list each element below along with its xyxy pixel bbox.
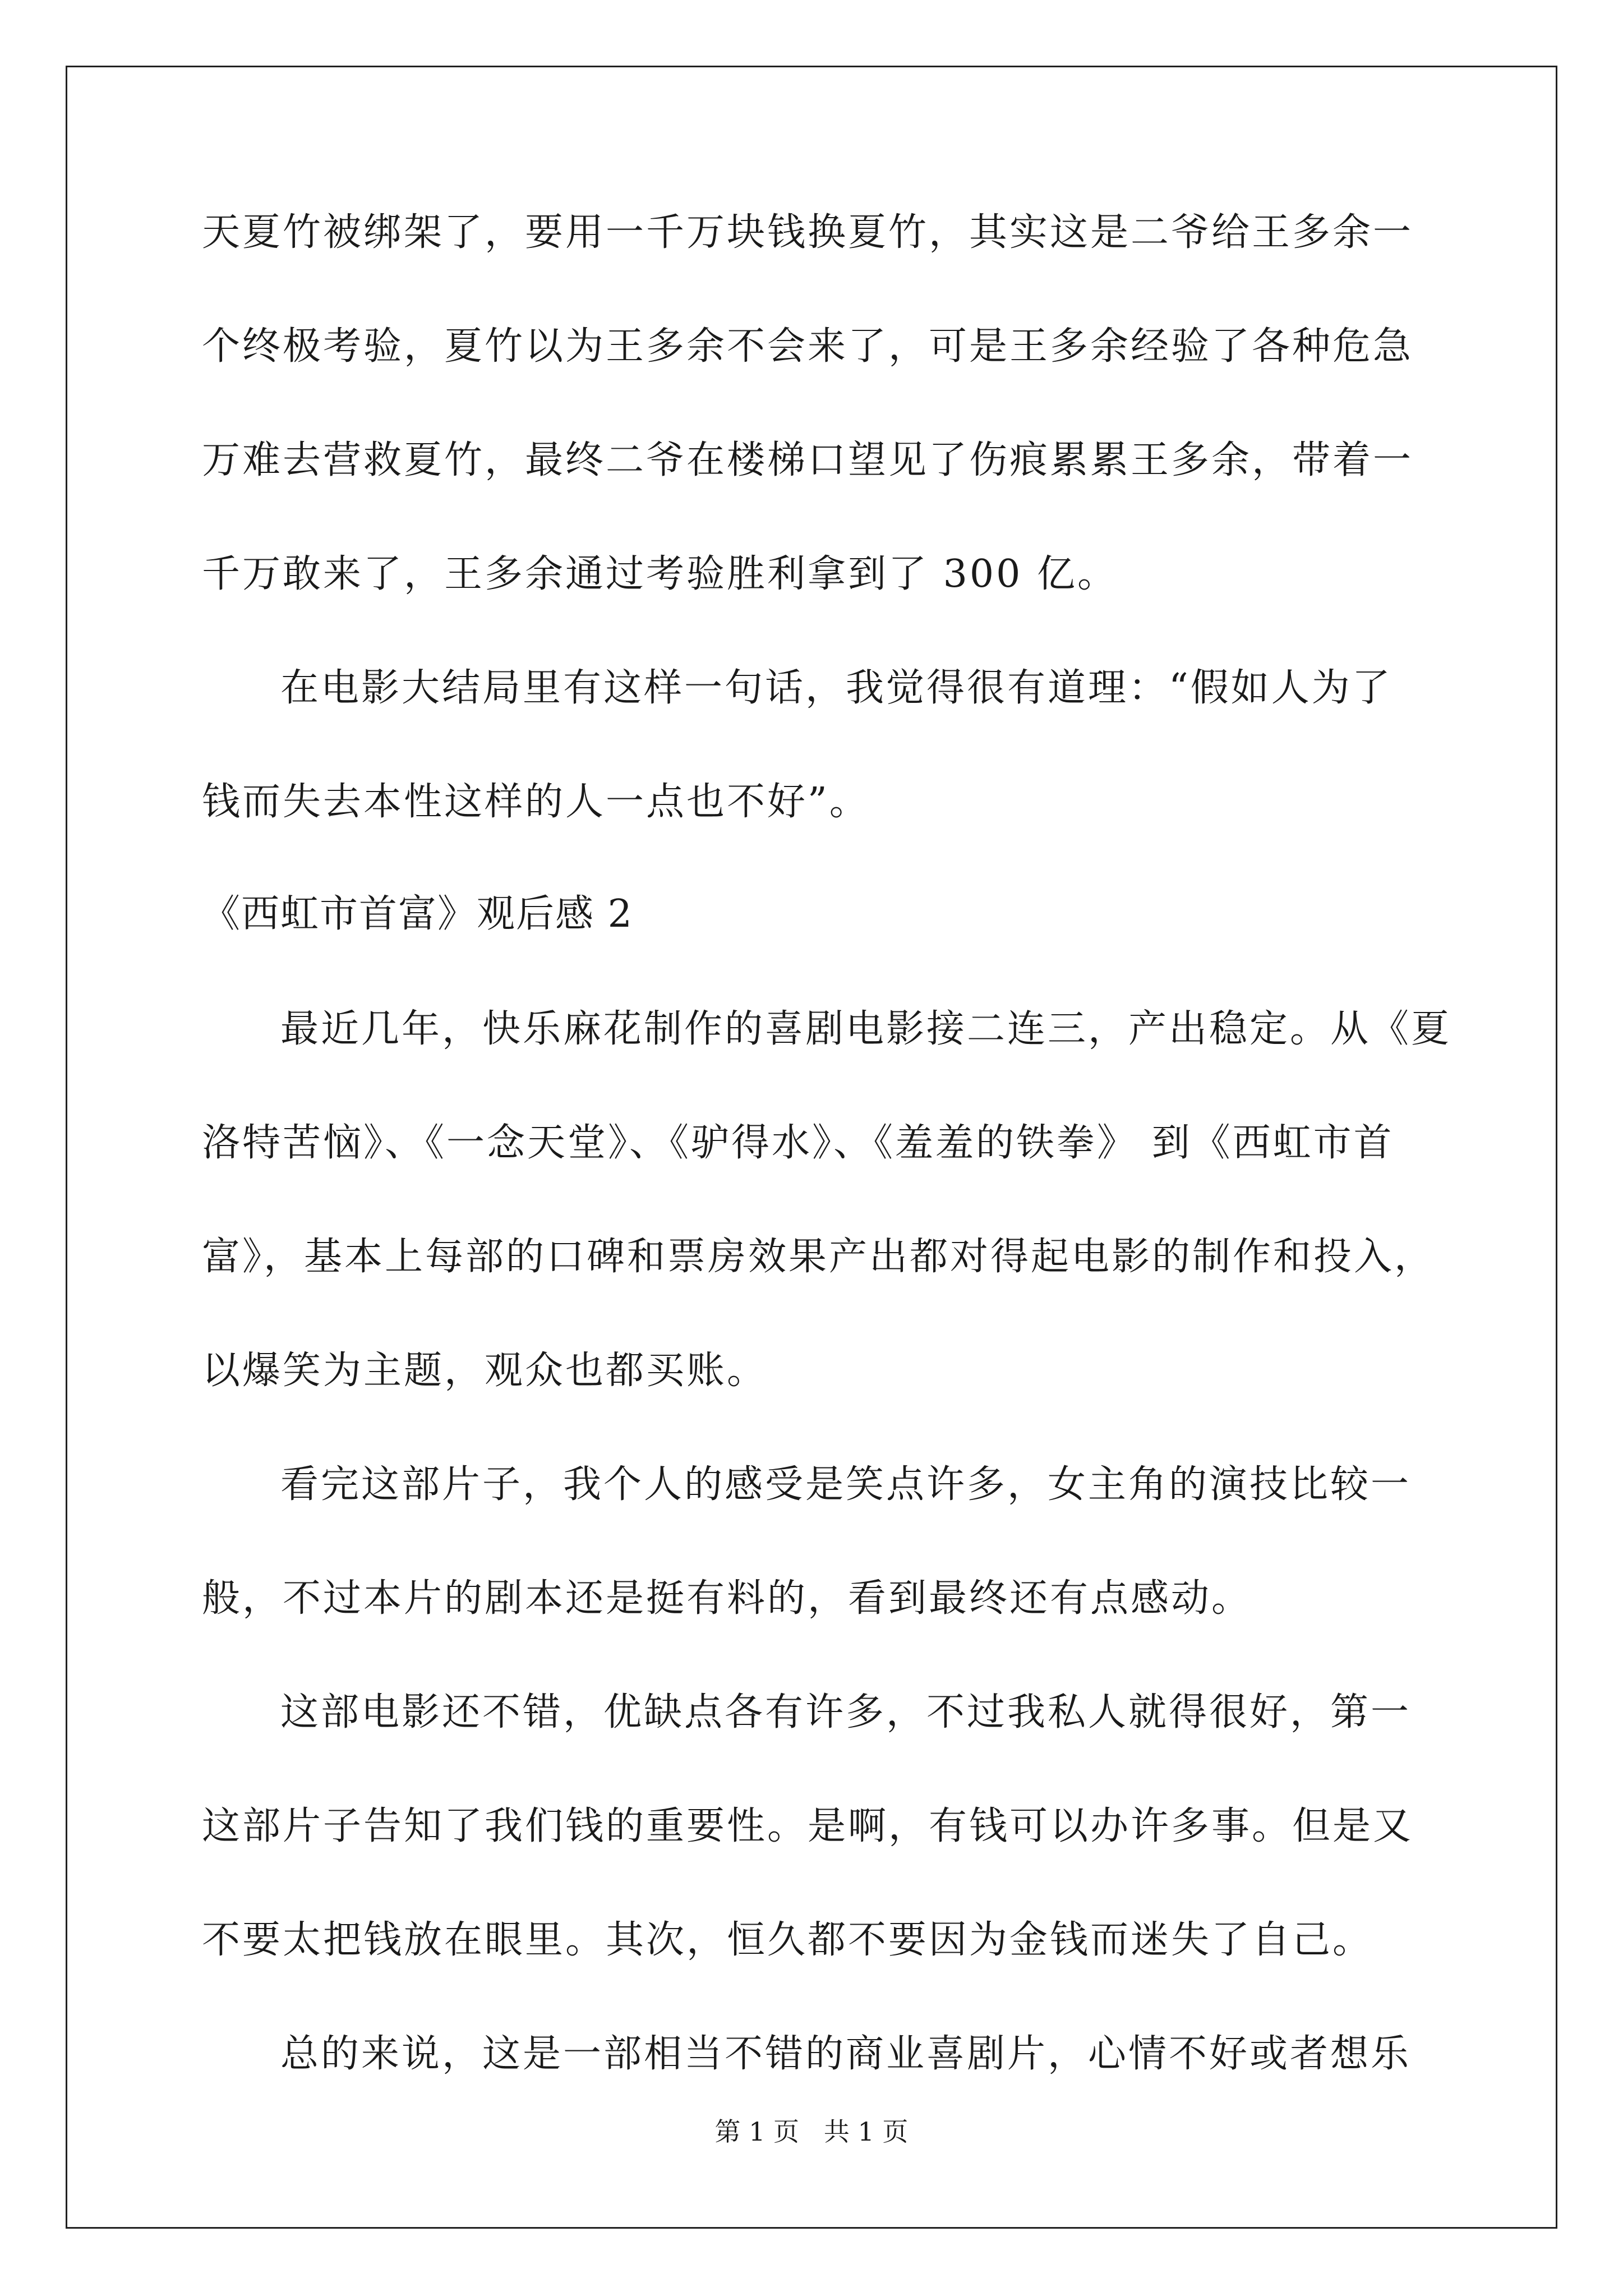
text-line-10: 富》，基本上每部的口碑和票房效果产出都对得起电影的制作和投入， [202,1235,1435,1279]
text-line-3: 万难去营救夏竹，最终二爷在楼梯口望见了伤痕累累王多余，带着一 [202,438,1414,482]
text-line-2: 个终极考验，夏竹以为王多余不会来了，可是王多余经验了各种危急 [202,324,1414,369]
text-line-13: 般，不过本片的剧本还是挺有料的，看到最终还有点感动。 [202,1576,1252,1621]
text-line-15: 这部片子告知了我们钱的重要性。是啊，有钱可以办许多事。但是又 [202,1804,1414,1848]
section-heading: 《西虹市首富》观后感 2 [202,892,633,936]
text-line-9: 洛特苦恼》、《一念天堂》、《驴得水》、《羞羞的铁拳》 到《西虹市首 [202,1121,1394,1165]
text-line-4: 千万敢来了，王多余通过考验胜利拿到了 300 亿。 [202,552,1118,596]
text-line-14: 这部电影还不错，优缺点各有许多，不过我私人就得很好，第一 [280,1690,1412,1734]
text-line-1: 天夏竹被绑架了，要用一千万块钱换夏竹，其实这是二爷给王多余一 [202,210,1414,255]
page-footer: 第 1 页 共 1 页 [714,2116,909,2147]
text-line-8: 最近几年，快乐麻花制作的喜剧电影接二连三，产出稳定。从《夏 [280,1007,1452,1051]
text-line-17: 总的来说，这是一部相当不错的商业喜剧片，心情不好或者想乐 [280,2032,1412,2076]
text-line-11: 以爆笑为主题，观众也都买账。 [202,1349,768,1393]
text-line-6: 钱而失去本性这样的人一点也不好”。 [202,780,870,824]
text-line-5: 在电影大结局里有这样一句话，我觉得很有道理：“假如人为了 [280,666,1393,710]
text-line-16: 不要太把钱放在眼里。其次，恒久都不要因为金钱而迷失了自己。 [202,1918,1373,1962]
text-line-12: 看完这部片子，我个人的感受是笑点许多，女主角的演技比较一 [280,1462,1412,1507]
